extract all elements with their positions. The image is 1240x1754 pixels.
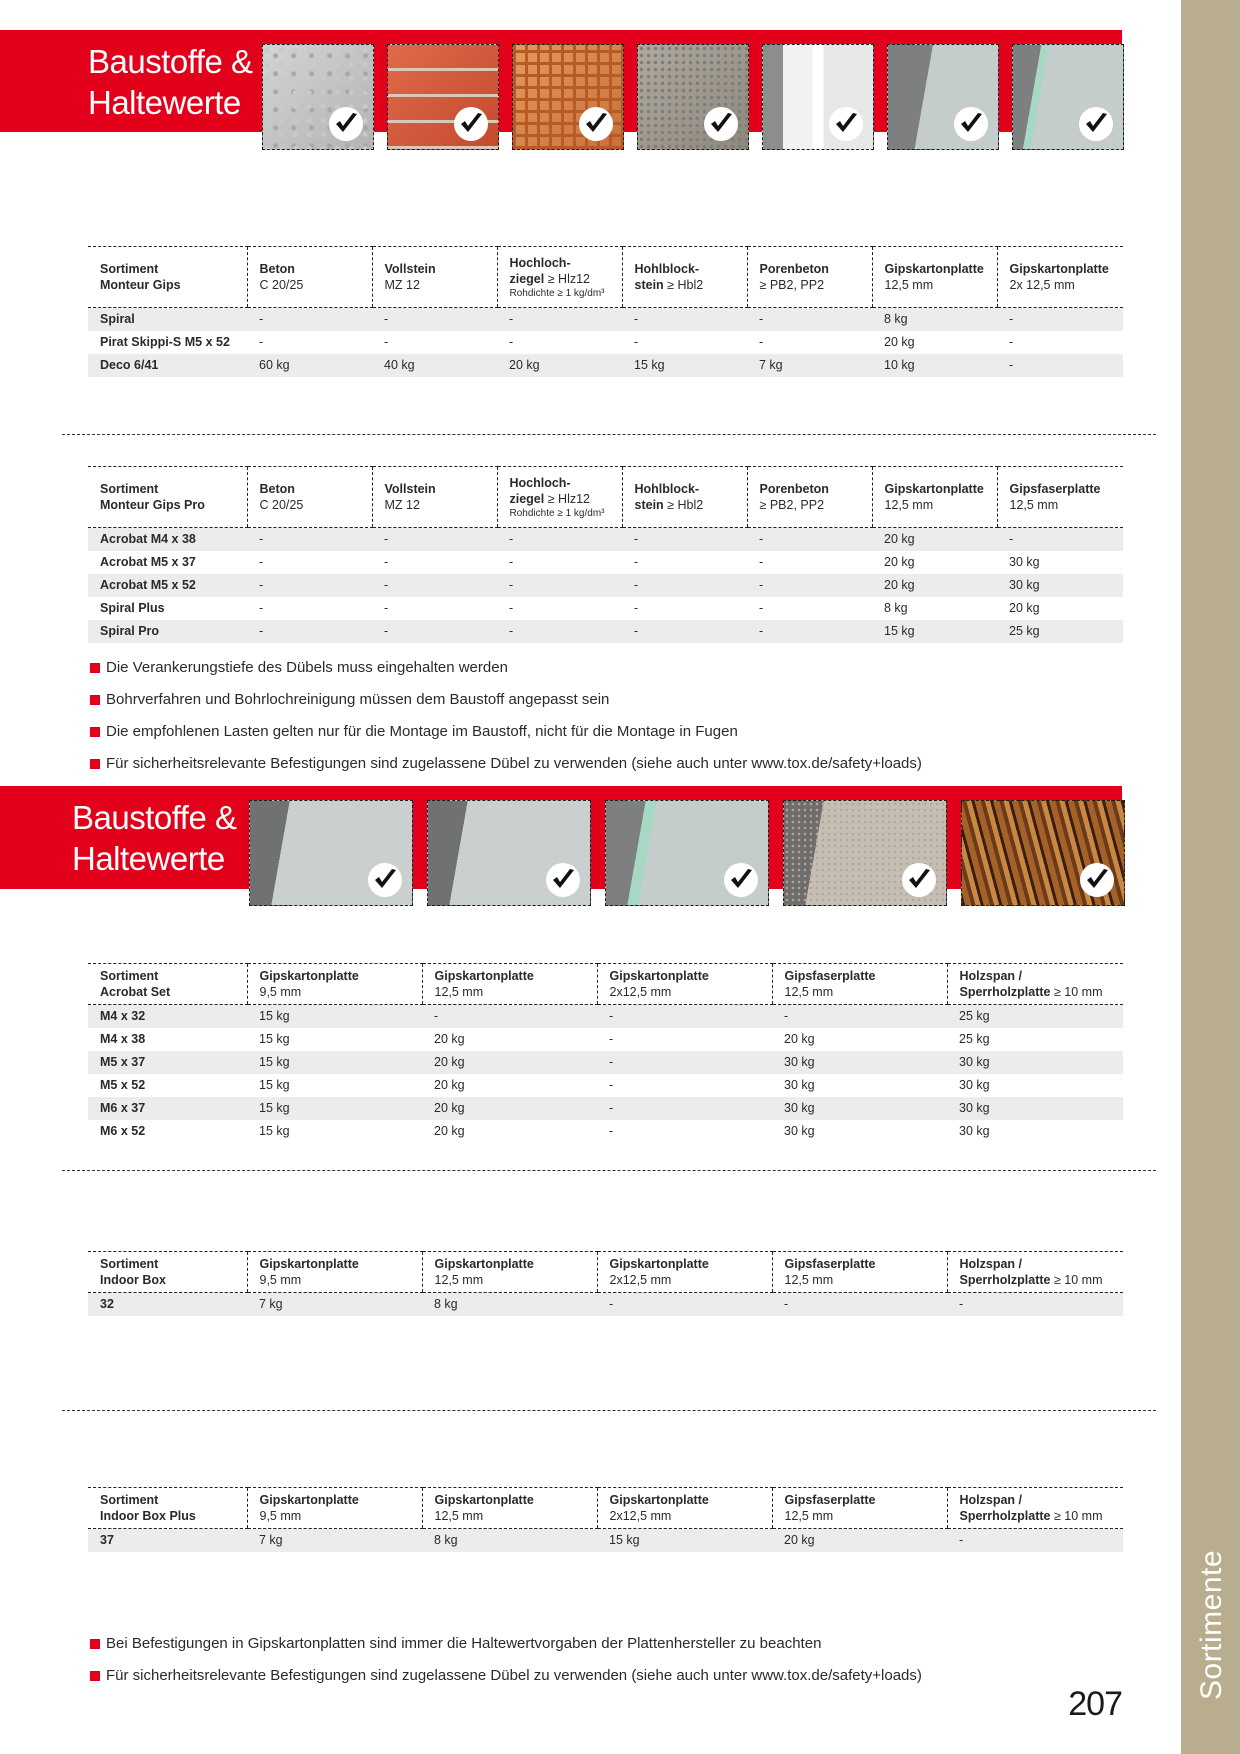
table-cell: - [509, 555, 514, 569]
page-number: 207 [1068, 1685, 1122, 1723]
checkmark-icon [368, 863, 402, 897]
table-monteur-gips-pro [88, 466, 1123, 643]
row-label: M5 x 52 [100, 1078, 146, 1092]
section-divider [62, 1170, 1156, 1171]
table-cell: 25 kg [947, 1005, 1123, 1029]
table-cell: 20 kg [772, 1529, 947, 1553]
column-header: Gipskartonplatte 2x12,5 mm [597, 964, 772, 1005]
table-cell: 30 kg [1009, 555, 1040, 569]
table-cell: - [622, 620, 747, 643]
table-cell: - [597, 1097, 772, 1120]
table-cell: - [947, 1293, 1123, 1317]
table-cell: 20 kg [872, 528, 997, 552]
table-cell: 60 kg [247, 354, 372, 377]
table-cell: - [747, 620, 872, 643]
table-cell: - [509, 335, 514, 349]
table-cell: 10 kg [872, 354, 997, 377]
table-cell: - [422, 1005, 597, 1029]
table-cell: - [597, 1293, 772, 1317]
table-cell: 30 kg [772, 1051, 947, 1074]
table-cell: - [609, 1032, 614, 1046]
check-badge [902, 863, 936, 897]
table-cell: - [747, 308, 872, 332]
column-header: Vollstein MZ 12 [372, 247, 497, 308]
table-cell: 30 kg [959, 1078, 990, 1092]
column-header: Holzspan / Sperrholzplatte ≥ 10 mm [947, 1252, 1123, 1293]
table-indoor-box-plus [88, 1487, 1123, 1552]
table-cell: 20 kg [884, 335, 915, 349]
table-row [88, 308, 1123, 332]
table-cell: 20 kg [422, 1051, 597, 1074]
table-row [88, 551, 1123, 574]
column-header: Beton C 20/25 [247, 247, 372, 308]
table-cell: - [997, 528, 1123, 552]
material-tile-vollstein [387, 44, 499, 150]
table-cell: - [1009, 335, 1014, 349]
table-cell: 20 kg [434, 1124, 465, 1138]
table-cell: - [634, 335, 639, 349]
table-cell: 8 kg [872, 308, 997, 332]
note-item: Für sicherheitsrelevante Befestigungen sind zugelassene Dübel zu verwenden (siehe auch unter www.tox.de/safety+loads) [90, 1666, 922, 1698]
table-row [88, 331, 1123, 354]
checkmark-icon [954, 107, 988, 141]
material-tile-gipskartonplatte [887, 44, 999, 150]
table-row [88, 597, 1123, 620]
column-header: Gipskartonplatte 12,5 mm [422, 1488, 597, 1529]
checkmark-icon [546, 863, 580, 897]
table-cell: 15 kg [259, 1078, 290, 1092]
check-badge [546, 863, 580, 897]
column-header: Hohlblock- stein ≥ Hbl2 [622, 247, 747, 308]
table-cell: 7 kg [247, 1529, 422, 1553]
note-item: Für sicherheitsrelevante Befestigungen sind zugelassene Dübel zu verwenden (siehe auch unter www.tox.de/safety+loads) [90, 754, 922, 786]
row-label: M6 x 37 [88, 1097, 247, 1120]
table-cell: 30 kg [959, 1124, 990, 1138]
material-tile-holzspanplatte [961, 800, 1125, 906]
column-header: Gipskartonplatte 12,5 mm [872, 467, 997, 528]
table-header-row [88, 247, 1123, 308]
table-cell: - [372, 528, 497, 552]
table-cell: - [259, 555, 264, 569]
material-tile-gipskartonplatte-doppelt [605, 800, 769, 906]
table-cell: - [597, 1005, 772, 1029]
checkmark-icon [724, 863, 758, 897]
table-cell: 7 kg [747, 354, 872, 377]
table-row [88, 1097, 1123, 1120]
table-row [88, 1293, 1123, 1317]
table-row [88, 1051, 1123, 1074]
table-row [88, 354, 1123, 377]
column-header: Beton C 20/25 [247, 467, 372, 528]
material-tile-hohlblockstein [637, 44, 749, 150]
table-header-row [88, 467, 1123, 528]
table-cell: 20 kg [434, 1078, 465, 1092]
table-cell: - [759, 555, 764, 569]
table-cell: 15 kg [247, 1051, 422, 1074]
column-header: Vollstein MZ 12 [372, 467, 497, 528]
table-cell: - [384, 335, 389, 349]
check-badge [454, 107, 488, 141]
table-cell: - [609, 1124, 614, 1138]
note-item: Bohrverfahren und Bohrlochreinigung müssen dem Baustoff angepasst sein [90, 690, 922, 722]
table-cell: - [247, 574, 372, 597]
note-item: Bei Befestigungen in Gipskartonplatten sind immer die Haltewertvorgaben der Plattenhersteller zu beachten [90, 1634, 922, 1666]
table-cell: - [997, 354, 1123, 377]
row-label: Acrobat M4 x 38 [88, 528, 247, 552]
table-cell: 15 kg [247, 1097, 422, 1120]
table-acrobat-set [88, 963, 1123, 1143]
material-tile-beton [262, 44, 374, 150]
column-header: Gipskartonplatte 9,5 mm [247, 1252, 422, 1293]
table-cell: 8 kg [422, 1293, 597, 1317]
section-divider [62, 434, 1156, 435]
table-row [88, 1005, 1123, 1029]
row-label: M4 x 32 [88, 1005, 247, 1029]
table-cell: - [509, 601, 514, 615]
row-label: Spiral Plus [100, 601, 165, 615]
section-divider [62, 1410, 1156, 1411]
column-header: Sortiment Indoor Box Plus [88, 1488, 247, 1529]
table-cell: - [497, 574, 622, 597]
check-badge [829, 107, 863, 141]
table-cell: - [634, 601, 639, 615]
table-monteur-gips [88, 246, 1123, 377]
column-header: Hochloch- ziegel ≥ Hlz12 Rohdichte ≥ 1 kg/dm³ [497, 247, 622, 308]
row-label: Deco 6/41 [88, 354, 247, 377]
table-cell: - [772, 1293, 947, 1317]
material-tile-gipsfaserplatte [783, 800, 947, 906]
column-header: Gipsfaserplatte 12,5 mm [772, 1488, 947, 1529]
table-cell: - [597, 1051, 772, 1074]
material-tile-hochlochziegel [512, 44, 624, 150]
table-cell: 20 kg [497, 354, 622, 377]
table-cell: - [622, 308, 747, 332]
row-label: Acrobat M5 x 37 [100, 555, 196, 569]
row-label: M5 x 37 [88, 1051, 247, 1074]
checkmark-icon [704, 107, 738, 141]
column-header: Holzspan / Sperrholzplatte ≥ 10 mm [947, 1488, 1123, 1529]
table-cell: - [609, 1078, 614, 1092]
check-badge [329, 107, 363, 141]
column-header: Sortiment Monteur Gips [88, 247, 247, 308]
table-header-row [88, 1488, 1123, 1529]
checkmark-icon [454, 107, 488, 141]
table-cell: 7 kg [247, 1293, 422, 1317]
table-cell: 30 kg [947, 1097, 1123, 1120]
column-header: Gipskartonplatte 2x 12,5 mm [997, 247, 1123, 308]
table-cell: 30 kg [772, 1097, 947, 1120]
note-item: Die Verankerungstiefe des Dübels muss eingehalten werden [90, 658, 922, 690]
row-label: M4 x 38 [100, 1032, 146, 1046]
checkmark-icon [1079, 107, 1113, 141]
table-cell: 30 kg [784, 1124, 815, 1138]
column-header: Hochloch- ziegel ≥ Hlz12 Rohdichte ≥ 1 kg/dm³ [497, 467, 622, 528]
check-badge [724, 863, 758, 897]
material-tile-gipskartonplatte-12-5 [427, 800, 591, 906]
checkmark-icon [829, 107, 863, 141]
table-cell: - [622, 528, 747, 552]
table-row [88, 528, 1123, 552]
table-cell: - [634, 555, 639, 569]
check-badge [368, 863, 402, 897]
row-label: Acrobat M5 x 52 [88, 574, 247, 597]
column-header: Porenbeton ≥ PB2, PP2 [747, 467, 872, 528]
table-cell: 25 kg [959, 1032, 990, 1046]
checkmark-icon [329, 107, 363, 141]
table-cell: - [372, 574, 497, 597]
column-header: Sortiment Indoor Box [88, 1252, 247, 1293]
banner-2-title: Baustoffe & Haltewerte [72, 799, 237, 877]
table-cell: - [259, 601, 264, 615]
note-item: Die empfohlenen Lasten gelten nur für die Montage im Baustoff, nicht für die Montage in Fugen [90, 722, 922, 754]
table-cell: 25 kg [997, 620, 1123, 643]
column-header: Gipsfaserplatte 12,5 mm [772, 1252, 947, 1293]
table-header-row [88, 1252, 1123, 1293]
column-header: Sortiment Acrobat Set [88, 964, 247, 1005]
table-cell: 15 kg [622, 354, 747, 377]
table-cell: 30 kg [784, 1078, 815, 1092]
table-cell: 30 kg [947, 1051, 1123, 1074]
table-cell: - [947, 1529, 1123, 1553]
table-cell: 20 kg [1009, 601, 1040, 615]
table-cell: 15 kg [259, 1124, 290, 1138]
row-label: Pirat Skippi-S M5 x 52 [100, 335, 230, 349]
table-cell: - [247, 308, 372, 332]
material-tile-gipskartonplatte-doppelt [1012, 44, 1124, 150]
column-header: Gipskartonplatte 12,5 mm [872, 247, 997, 308]
table-cell: 20 kg [884, 555, 915, 569]
column-header: Sortiment Monteur Gips Pro [88, 467, 247, 528]
table-cell: 15 kg [597, 1529, 772, 1553]
table-cell: 15 kg [259, 1032, 290, 1046]
table-row [88, 1074, 1123, 1097]
table-row [88, 1120, 1123, 1143]
notes-list-2 [90, 1634, 922, 1698]
table-cell: - [497, 620, 622, 643]
column-header: Gipskartonplatte 12,5 mm [422, 1252, 597, 1293]
table-row [88, 1028, 1123, 1051]
column-header: Porenbeton ≥ PB2, PP2 [747, 247, 872, 308]
table-cell: 20 kg [434, 1032, 465, 1046]
column-header: Gipskartonplatte 2x12,5 mm [597, 1252, 772, 1293]
column-header: Holzspan / Sperrholzplatte ≥ 10 mm [947, 964, 1123, 1005]
row-label: Spiral [88, 308, 247, 332]
table-cell: 15 kg [872, 620, 997, 643]
checkmark-icon [579, 107, 613, 141]
table-cell: 20 kg [872, 574, 997, 597]
column-header: Gipskartonplatte 2x12,5 mm [597, 1488, 772, 1529]
table-cell: 20 kg [422, 1097, 597, 1120]
check-badge [1079, 107, 1113, 141]
table-cell: - [497, 528, 622, 552]
table-cell: 8 kg [422, 1529, 597, 1553]
check-badge [704, 107, 738, 141]
row-label: Spiral Pro [88, 620, 247, 643]
table-cell: 40 kg [372, 354, 497, 377]
notes-list-1 [90, 658, 922, 786]
table-cell: - [772, 1005, 947, 1029]
column-header: Gipskartonplatte 9,5 mm [247, 964, 422, 1005]
column-header: Gipskartonplatte 9,5 mm [247, 1488, 422, 1529]
column-header: Hohlblock- stein ≥ Hbl2 [622, 467, 747, 528]
check-badge [1080, 863, 1114, 897]
table-row [88, 620, 1123, 643]
table-indoor-box [88, 1251, 1123, 1316]
table-cell: - [247, 528, 372, 552]
table-cell: 8 kg [884, 601, 908, 615]
row-label: 37 [88, 1529, 247, 1553]
table-cell: - [997, 308, 1123, 332]
check-badge [579, 107, 613, 141]
checkmark-icon [902, 863, 936, 897]
table-cell: - [384, 601, 389, 615]
table-cell: - [759, 335, 764, 349]
table-cell: - [372, 308, 497, 332]
banner-1-title: Baustoffe & Haltewerte [88, 43, 253, 121]
table-cell: - [372, 620, 497, 643]
checkmark-icon [1080, 863, 1114, 897]
table-cell: - [759, 601, 764, 615]
table-cell: - [384, 555, 389, 569]
table-row [88, 574, 1123, 597]
sidebar-strip [1181, 0, 1240, 1754]
row-label: M6 x 52 [100, 1124, 146, 1138]
table-cell: - [247, 620, 372, 643]
row-label: 32 [88, 1293, 247, 1317]
material-tile-porenbeton [762, 44, 874, 150]
material-tile-gipskartonplatte-9-5 [249, 800, 413, 906]
check-badge [954, 107, 988, 141]
table-header-row [88, 964, 1123, 1005]
table-cell: 20 kg [784, 1032, 815, 1046]
table-cell: 30 kg [997, 574, 1123, 597]
column-header: Gipsfaserplatte 12,5 mm [997, 467, 1123, 528]
table-cell: - [622, 574, 747, 597]
table-cell: 15 kg [247, 1005, 422, 1029]
column-header: Gipskartonplatte 12,5 mm [422, 964, 597, 1005]
table-cell: - [259, 335, 264, 349]
table-cell: - [497, 308, 622, 332]
table-cell: - [747, 574, 872, 597]
table-cell: - [747, 528, 872, 552]
column-header: Gipsfaserplatte 12,5 mm [772, 964, 947, 1005]
table-row [88, 1529, 1123, 1553]
